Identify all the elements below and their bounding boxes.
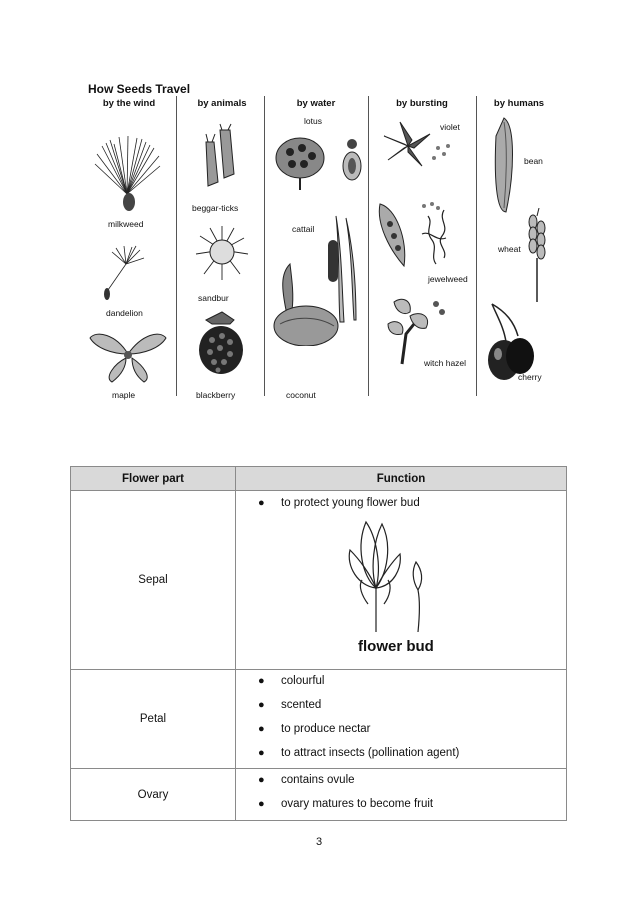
list-item xyxy=(236,694,566,718)
seed-label: witch hazel xyxy=(424,358,467,368)
column-bursting xyxy=(370,96,474,396)
function-cell xyxy=(236,491,567,670)
seed-label: bean xyxy=(524,156,543,166)
column-heading: by the wind xyxy=(102,98,156,109)
flower-bud-caption: flower bud xyxy=(358,638,434,655)
column-header: Function xyxy=(236,467,567,491)
flower-part-cell: Ovary xyxy=(71,769,236,821)
seed-label: jewelweed xyxy=(428,274,468,284)
column-humans xyxy=(478,96,560,396)
blackberry-illustration xyxy=(192,310,250,376)
column-divider xyxy=(476,96,477,396)
beggar-ticks-illustration xyxy=(198,122,248,198)
maple-illustration xyxy=(86,324,170,386)
lotus-illustration xyxy=(272,134,366,192)
function-cell xyxy=(236,670,567,769)
coconut-illustration xyxy=(270,260,340,346)
list-item xyxy=(236,492,566,516)
function-list xyxy=(236,492,566,516)
seed-label: cherry xyxy=(518,372,542,382)
column-heading: by water xyxy=(296,98,336,109)
seed-label: wheat xyxy=(498,244,521,254)
list-item xyxy=(236,670,566,694)
bullet-icon: ● xyxy=(258,774,265,786)
flower-parts-table xyxy=(70,466,567,821)
bullet-icon: ● xyxy=(258,723,265,735)
function-text: to produce nectar xyxy=(281,723,371,735)
flower-part-cell: Sepal xyxy=(71,491,236,670)
function-list xyxy=(236,769,566,817)
table-row xyxy=(71,491,567,670)
seeds-travel-figure xyxy=(84,80,560,400)
list-item xyxy=(236,718,566,742)
seed-label: dandelion xyxy=(106,308,143,318)
function-text: colourful xyxy=(281,675,325,687)
column-header: Flower part xyxy=(71,467,236,491)
column-heading: by bursting xyxy=(396,98,448,109)
function-text: to protect young flower bud xyxy=(281,497,420,509)
seed-label: sandbur xyxy=(198,293,229,303)
flower-part-cell: Petal xyxy=(71,670,236,769)
page-number: 3 xyxy=(315,836,323,848)
bullet-icon: ● xyxy=(258,798,265,810)
column-divider xyxy=(176,96,177,396)
bean-illustration xyxy=(490,116,520,216)
list-item xyxy=(236,793,566,817)
milkweed-illustration xyxy=(92,134,162,214)
seed-label: milkweed xyxy=(108,219,144,229)
list-item xyxy=(236,742,566,766)
seed-label: blackberry xyxy=(196,390,236,400)
bullet-icon: ● xyxy=(258,497,265,509)
column-animals xyxy=(178,96,266,400)
column-divider xyxy=(264,96,265,396)
bullet-icon: ● xyxy=(258,747,265,759)
jewelweed-illustration xyxy=(374,200,470,270)
function-cell xyxy=(236,769,567,821)
wheat-illustration xyxy=(524,208,550,304)
seed-label: lotus xyxy=(304,116,322,126)
column-water xyxy=(266,96,366,400)
violet-illustration xyxy=(378,118,458,174)
bullet-icon: ● xyxy=(258,699,265,711)
seed-label: beggar-ticks xyxy=(192,203,239,213)
witch-hazel-illustration xyxy=(380,294,450,366)
figure-title: How Seeds Travel xyxy=(88,82,191,96)
seed-label: coconut xyxy=(286,390,316,400)
flower-bud-illustration xyxy=(336,516,446,634)
dandelion-illustration xyxy=(96,244,156,304)
column-heading: by animals xyxy=(197,98,247,109)
sandbur-illustration xyxy=(192,220,252,290)
function-list xyxy=(236,670,566,766)
function-text: contains ovule xyxy=(281,774,355,786)
table-row xyxy=(71,769,567,821)
column-divider xyxy=(368,96,369,396)
bullet-icon: ● xyxy=(258,675,265,687)
seed-label: violet xyxy=(440,122,460,132)
column-wind xyxy=(84,96,174,400)
function-text: scented xyxy=(281,699,322,711)
seed-label: maple xyxy=(112,390,136,400)
column-heading: by humans xyxy=(493,98,545,109)
list-item xyxy=(236,769,566,793)
function-text: ovary matures to become fruit xyxy=(281,798,434,810)
flower-bud-figure xyxy=(236,516,566,666)
seed-label: cattail xyxy=(292,224,315,234)
function-text: to attract insects (pollination agent) xyxy=(281,747,460,759)
table-row xyxy=(71,670,567,769)
table-header-row xyxy=(71,467,567,491)
